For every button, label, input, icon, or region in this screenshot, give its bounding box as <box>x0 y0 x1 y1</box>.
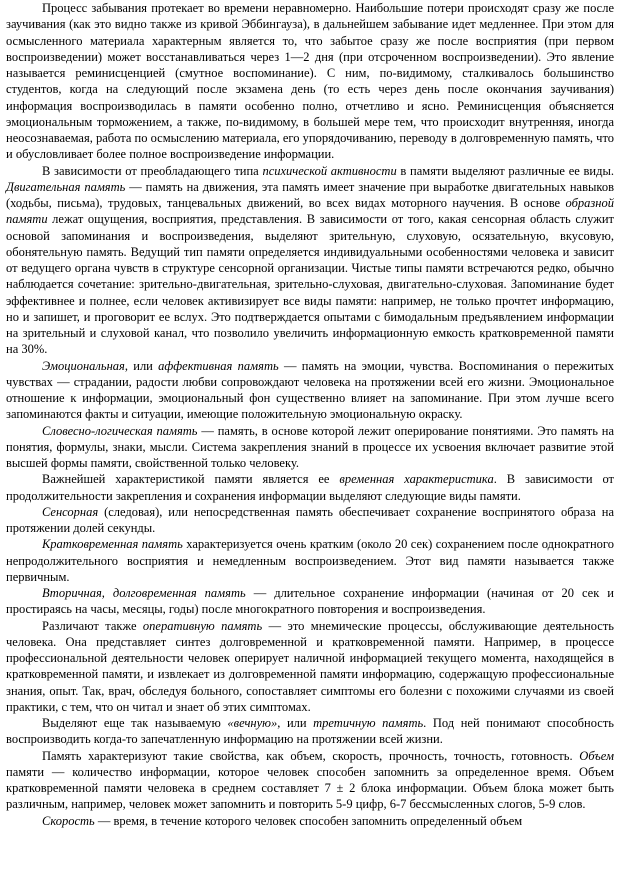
paragraph <box>6 813 614 829</box>
paragraph <box>6 748 614 813</box>
paragraph <box>6 358 614 423</box>
text-run: (следовая), или непосредственная память обеспечивает сохранение воспринятого образа на протяжении долей секунды. <box>6 504 614 535</box>
italic-term: Скорость <box>42 813 95 828</box>
text-run: Важнейшей характеристикой памяти является ее <box>42 472 340 487</box>
italic-term: Двигательная память <box>6 179 126 194</box>
text-run: Память характеризуют такие свойства, как объем, скорость, прочность, точность, готовность. <box>42 748 580 763</box>
italic-term: Кратковременная память <box>42 537 183 552</box>
italic-term: психической активности <box>262 163 397 178</box>
text-run: — память на движения, эта память имеет значение при выработке двигательных навыков (ходьбы, письма), трудовых, танцевальных движений, во всех видах моторного научения. В основе <box>6 179 614 210</box>
italic-term: «вечную» <box>227 716 278 730</box>
text-run: . Под ней понимают способность воспроизводить когда-то запечатленную информацию на протяжении всей жизни. <box>6 716 615 747</box>
paragraph <box>6 0 614 163</box>
text-run: лежат ощущения, восприятия, представления. В зависимости от того, какая сенсорная область служит основой запоминания и воспроизведения, выделяют зрительную, слуховую, осязательную, вкусовую, обонятельную память. Ведущий тип памяти определяется индивидуальными особенностями человека и зависит от ведущего органа чувств в структуре сенсорной организации. Чистые типы памяти встречаются редко, обычно наблюдается сочетание: зрительно-двигательная, зрительно-слуховая, двигательно-слуховая. Запоминание будет эффективнее и полнее, если человек активизирует все виды памяти: например, не только прочтет информацию, но и запишет, и проговорит ее вслух. Это подтверждается опытами с бимодальным предъявлением информации на зрительный и слуховой канал, что позволило увеличить информационную емкость кратковременной памяти на 30%. <box>6 212 614 357</box>
text-run: . В зависимости от продолжительности закрепления и сохранения информации выделяют следующие виды памяти. <box>6 472 615 503</box>
italic-term: аффективная память <box>158 358 279 373</box>
text-run: — длительное сохранение информации (начиная от 20 сек и простираясь на часы, месяцы, годы) после многократного повторения и воспроизведения. <box>6 586 614 617</box>
document-body <box>6 0 614 829</box>
paragraph <box>6 585 614 618</box>
paragraph <box>6 504 614 537</box>
text-run: в памяти выделяют различные ее виды. <box>396 163 614 178</box>
text-run: — память, в основе которой лежит оперирование понятиями. Это память на понятия, формулы, знаки, мысли. Система закрепления знаний в процессе их усвоения включает развитие этой высшей формы памяти, свойственной только человеку. <box>6 423 615 470</box>
text-run: , или <box>277 716 314 730</box>
text-run: характеризуется очень кратким (около 20 сек) сохранением после однократного непродолжительного восприятия и немедленным воспроизведением. Этот вид памяти называется также первичным. <box>6 537 615 584</box>
text-run: , или <box>124 358 159 373</box>
paragraph <box>6 163 614 358</box>
paragraph <box>6 536 614 585</box>
italic-term: оперативную память <box>142 618 263 633</box>
text-run: Различают также <box>42 618 143 633</box>
italic-term: Сенсорная <box>42 504 99 519</box>
paragraph <box>6 618 614 716</box>
paragraph <box>6 715 614 748</box>
italic-term: Объем <box>579 748 614 763</box>
paragraph <box>6 423 614 472</box>
text-run: В зависимости от преобладающего типа <box>42 163 263 178</box>
italic-term: Словесно-логическая память <box>42 423 198 438</box>
text-run: — это мнемические процессы, обслуживающие деятельность человека. Она представляет синтез долговременной и кратковременной памяти. Например, в процессе профессиональной деятельности человек оперирует наличной информацией текущего момента, находящейся в кратковременной памяти, и извлекает из долговременной памяти информацию, содержащую профессиональные знания, опыт. Так, врач, обследуя больного, сопоставляет симптомы его болезни с похожими случаями из своей практики, с тем, что он читал и знает об этих симптомах. <box>6 618 614 714</box>
italic-term: Эмоциональная <box>42 358 125 373</box>
paragraph <box>6 471 614 504</box>
text-run: — время, в течение которого человек способен запомнить определенный объем <box>94 813 523 828</box>
text-run: — память на эмоции, чувства. Воспоминания о пережитых чувствах — страдании, радости любви сопровождают человека на протяжении всей его жизни. Эмоциональное отношение к информации, эмоциональный фон существенно влияет на запоминание. При этом лучше всего запоминаются факты и ситуации, имеющие положительную эмоциональную окраску. <box>6 358 615 422</box>
italic-term: Вторичная, долговременная память <box>42 586 246 600</box>
italic-term: третичную память <box>313 716 424 730</box>
italic-term: образной памяти <box>6 196 614 227</box>
italic-term: временная характеристика <box>339 472 494 487</box>
text-run: Процесс забывания протекает во времени неравномерно. Наибольшие потери происходят сразу же после заучивания (как это видно также из кривой Эббингауза), в дальнейшем забывание идет медленнее. При этом для осмысленного материала характерным является то, что забытое сразу же после восприятия (при первом воспроизведении) может восстанавливаться через 1—2 дня (при отсроченном воспроизведении). Это явление называется реминисценцией (смутное воспоминание). С ним, по-видимому, сталкивалось большинство студентов, когда на следующий после экзамена день (то есть через день после окончания заучивания) информация воспроизводилась в памяти особенно полно, отчетливо и ясно. Реминисценция объясняется эмоциональным торможением, а также, по-видимому, в большей мере тем, что происходит внутренняя, иногда неосознаваемая, работа по осмыслению материала, его упорядочиванию, переводу в долговременную память, что и обусловливает более полное воспроизведение информации. <box>6 1 614 162</box>
text-run: Выделяют еще так называемую <box>42 716 228 730</box>
text-run: памяти — количество информации, которое человек способен запомнить за определенное время. Объем кратковременной памяти человека в среднем составляет 7 ± 2 блока информации. Объем блока может быть различным, например, человек может запомнить и повторить 5-9 цифр, 6-7 бессмысленных слогов, 5-9 слов. <box>6 764 614 812</box>
